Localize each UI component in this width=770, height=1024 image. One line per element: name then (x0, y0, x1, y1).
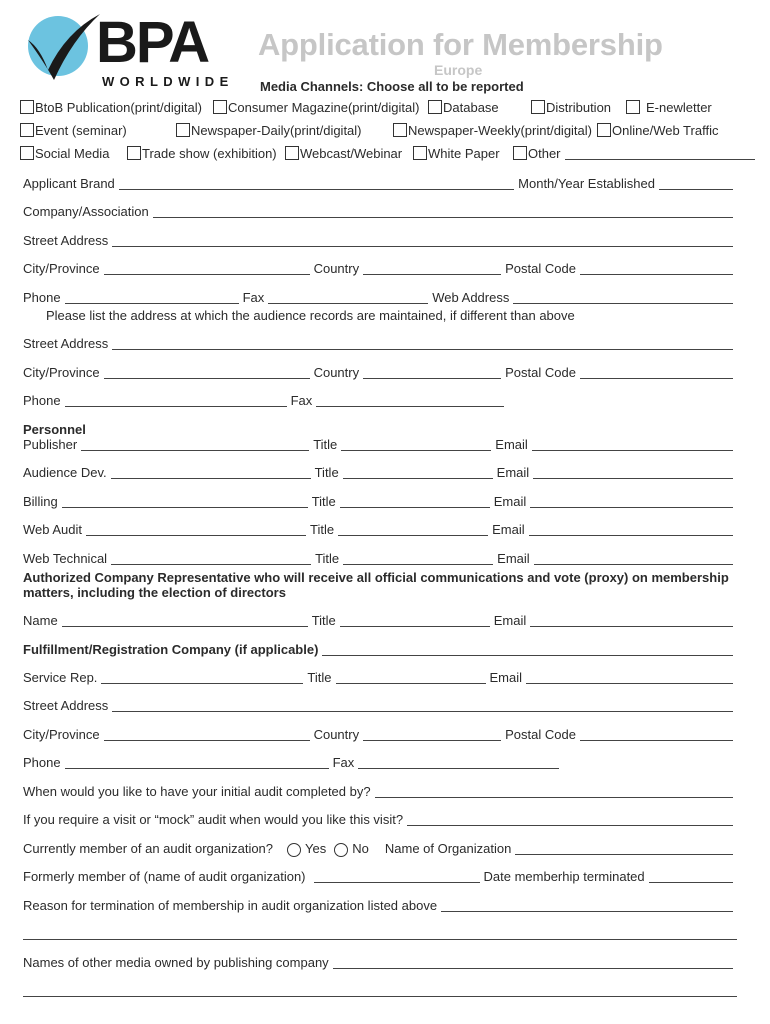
page-title: Application for Membership (258, 27, 663, 62)
country-label: Country (313, 727, 360, 742)
fax-label: Fax (242, 290, 265, 305)
checkbox-database[interactable]: Database (428, 100, 499, 116)
initial-audit-input[interactable] (375, 785, 733, 798)
publisher-title-input[interactable] (341, 438, 491, 451)
checkbox-newspaper-weekly[interactable]: Newspaper-Weekly(print/digital) (393, 123, 592, 139)
postal-input[interactable] (580, 262, 733, 275)
checkbox-box[interactable] (127, 146, 141, 160)
web-audit-input[interactable] (86, 523, 306, 536)
audience-dev-label: Audience Dev. (23, 465, 107, 480)
street-input-2[interactable] (112, 337, 733, 350)
city-label: City/Province (23, 727, 100, 742)
checkbox-box[interactable] (20, 100, 34, 114)
checkbox-box[interactable] (531, 100, 545, 114)
email-label: Email (495, 437, 528, 452)
city-input-2[interactable] (104, 366, 310, 379)
service-rep-email-input[interactable] (526, 671, 733, 684)
checkbox-online-web[interactable]: Online/Web Traffic (597, 123, 718, 139)
mock-audit-input[interactable] (407, 813, 733, 826)
company-label: Company/Association (23, 204, 149, 219)
month-year-input[interactable] (659, 177, 733, 190)
phone-label: Phone (23, 290, 61, 305)
email-label: Email (493, 613, 527, 628)
web-technical-email-input[interactable] (534, 552, 733, 565)
email-label: Email (496, 465, 530, 480)
publisher-label: Publisher (23, 437, 78, 452)
audience-records-note: Please list the address at which the audience records are maintained, if different than above (46, 308, 575, 323)
phone-label: Phone (23, 393, 61, 408)
fax-input-2[interactable] (316, 394, 504, 407)
other-media-input-line-2[interactable] (23, 995, 737, 997)
yes-label: Yes (305, 841, 327, 856)
web-label: Web Address (432, 290, 510, 305)
phone-input-2[interactable] (65, 394, 287, 407)
publisher-email-input[interactable] (532, 438, 733, 451)
applicant-brand-label: Applicant Brand (23, 176, 115, 191)
date-terminated-input[interactable] (649, 870, 733, 883)
radio-yes[interactable] (287, 843, 301, 857)
checkbox-event[interactable]: Event (seminar) (20, 123, 127, 139)
email-label: Email (489, 670, 523, 685)
fax-input[interactable] (268, 291, 428, 304)
country-label: Country (313, 261, 360, 276)
logo-subtext: WORLDWIDE (102, 74, 234, 89)
street-label: Street Address (23, 698, 109, 713)
other-input[interactable] (565, 147, 755, 160)
checkbox-webcast[interactable]: Webcast/Webinar (285, 146, 402, 162)
checkbox-box[interactable] (393, 123, 407, 137)
checkbox-social-media[interactable]: Social Media (20, 146, 109, 162)
checkbox-other[interactable]: Other (513, 146, 755, 162)
initial-audit-label: When would you like to have your initial audit completed by? (23, 784, 371, 799)
fax-label: Fax (332, 755, 355, 770)
fax-label: Fax (290, 393, 313, 408)
country-input[interactable] (363, 262, 501, 275)
checkbox-box[interactable] (176, 123, 190, 137)
publisher-input[interactable] (81, 438, 309, 451)
reason-label: Reason for termination of membership in audit organization listed above (23, 898, 438, 913)
title-label: Title (310, 522, 335, 537)
web-technical-title-input[interactable] (343, 552, 493, 565)
checkbox-box[interactable] (285, 146, 299, 160)
checkbox-distribution[interactable]: Distribution (531, 100, 611, 116)
audience-dev-email-input[interactable] (533, 466, 733, 479)
web-technical-label: Web Technical (23, 551, 108, 566)
checkbox-box[interactable] (413, 146, 427, 160)
checkbox-box[interactable] (428, 100, 442, 114)
web-audit-label: Web Audit (23, 522, 83, 537)
email-label: Email (492, 522, 525, 537)
checkbox-box[interactable] (626, 100, 640, 114)
web-audit-email-input[interactable] (529, 523, 733, 536)
service-rep-title-input[interactable] (336, 671, 486, 684)
bpa-worldwide-logo (22, 10, 247, 94)
audience-dev-input[interactable] (111, 466, 311, 479)
title-label: Title (311, 613, 336, 628)
checkbox-box[interactable] (213, 100, 227, 114)
title-label: Title (315, 551, 340, 566)
street-label: Street Address (23, 233, 109, 248)
checkbox-newspaper-daily[interactable]: Newspaper-Daily(print/digital) (176, 123, 362, 139)
name-label: Name (23, 613, 58, 628)
street-input[interactable] (112, 234, 733, 247)
city-label: City/Province (23, 261, 100, 276)
fulfillment-label: Fulfillment/Registration Company (if applicable) (23, 642, 319, 657)
logo-text: BPA (96, 10, 209, 75)
billing-input[interactable] (62, 495, 308, 508)
web-technical-input[interactable] (111, 552, 311, 565)
web-audit-title-input[interactable] (338, 523, 488, 536)
checkbox-enewsletter[interactable]: E-newletter (626, 100, 712, 116)
email-label: Email (493, 494, 527, 509)
fax-input-3[interactable] (358, 756, 559, 769)
title-label: Title (314, 465, 339, 480)
formerly-member-label: Formerly member of (name of audit organization) (23, 869, 306, 884)
name-org-label: Name of Organization (384, 841, 512, 856)
service-rep-input[interactable] (101, 671, 303, 684)
city-input[interactable] (104, 262, 310, 275)
other-media-label: Names of other media owned by publishing company (23, 955, 329, 970)
checkbox-box[interactable] (20, 146, 34, 160)
postal-input-2[interactable] (580, 366, 733, 379)
currently-member-label: Currently member of an audit organization? (23, 841, 274, 856)
postal-label: Postal Code (505, 727, 576, 742)
checkbox-btob[interactable]: BtoB Publication(print/digital) (20, 100, 202, 116)
postal-input-3[interactable] (580, 728, 733, 741)
title-label: Title (307, 670, 332, 685)
formerly-member-input[interactable] (314, 870, 480, 883)
email-label: Email (497, 551, 530, 566)
authorized-rep-heading: Authorized Company Representative who will receive all official communications and vote (proxy) on membership (23, 570, 729, 585)
phone-input[interactable] (65, 291, 239, 304)
name-org-input[interactable] (515, 842, 733, 855)
fulfillment-input[interactable] (322, 643, 733, 656)
radio-no[interactable] (334, 843, 348, 857)
company-input[interactable] (153, 205, 733, 218)
street-input-3[interactable] (112, 699, 733, 712)
rep-email-input[interactable] (530, 614, 733, 627)
street-label: Street Address (23, 336, 109, 351)
checkbox-box[interactable] (20, 123, 34, 137)
country-input-2[interactable] (363, 366, 501, 379)
checkbox-box[interactable] (513, 146, 527, 160)
checkbox-white-paper[interactable]: White Paper (413, 146, 500, 162)
page-subtitle: Europe (434, 62, 483, 78)
country-input-3[interactable] (363, 728, 501, 741)
title-label: Title (313, 437, 338, 452)
country-label: Country (313, 365, 360, 380)
other-media-input[interactable] (333, 956, 733, 969)
month-year-label: Month/Year Established (518, 176, 655, 191)
postal-label: Postal Code (505, 365, 576, 380)
city-input-3[interactable] (104, 728, 310, 741)
billing-label: Billing (23, 494, 58, 509)
checkbox-trade-show[interactable]: Trade show (exhibition) (127, 146, 277, 162)
phone-label: Phone (23, 755, 61, 770)
authorized-rep-heading-2: matters, including the election of directors (23, 585, 286, 600)
billing-email-input[interactable] (530, 495, 733, 508)
media-channels-label: Media Channels: Choose all to be reported (260, 79, 524, 94)
web-input[interactable] (513, 291, 733, 304)
title-label: Title (311, 494, 336, 509)
reason-input-line-2[interactable] (23, 938, 737, 940)
postal-label: Postal Code (505, 261, 576, 276)
city-label: City/Province (23, 365, 100, 380)
checkbox-consumer-magazine[interactable]: Consumer Magazine(print/digital) (213, 100, 419, 116)
rep-title-input[interactable] (340, 614, 490, 627)
reason-input[interactable] (441, 899, 733, 912)
rep-name-input[interactable] (62, 614, 308, 627)
applicant-brand-input[interactable] (119, 177, 514, 190)
billing-title-input[interactable] (340, 495, 490, 508)
no-label: No (352, 841, 369, 856)
date-terminated-label: Date memberhip terminated (483, 869, 645, 884)
phone-input-3[interactable] (65, 756, 329, 769)
audience-dev-title-input[interactable] (343, 466, 493, 479)
mock-audit-label: If you require a visit or “mock” audit when would you like this visit? (23, 812, 404, 827)
service-rep-label: Service Rep. (23, 670, 98, 685)
personnel-heading: Personnel (23, 422, 86, 437)
checkbox-box[interactable] (597, 123, 611, 137)
